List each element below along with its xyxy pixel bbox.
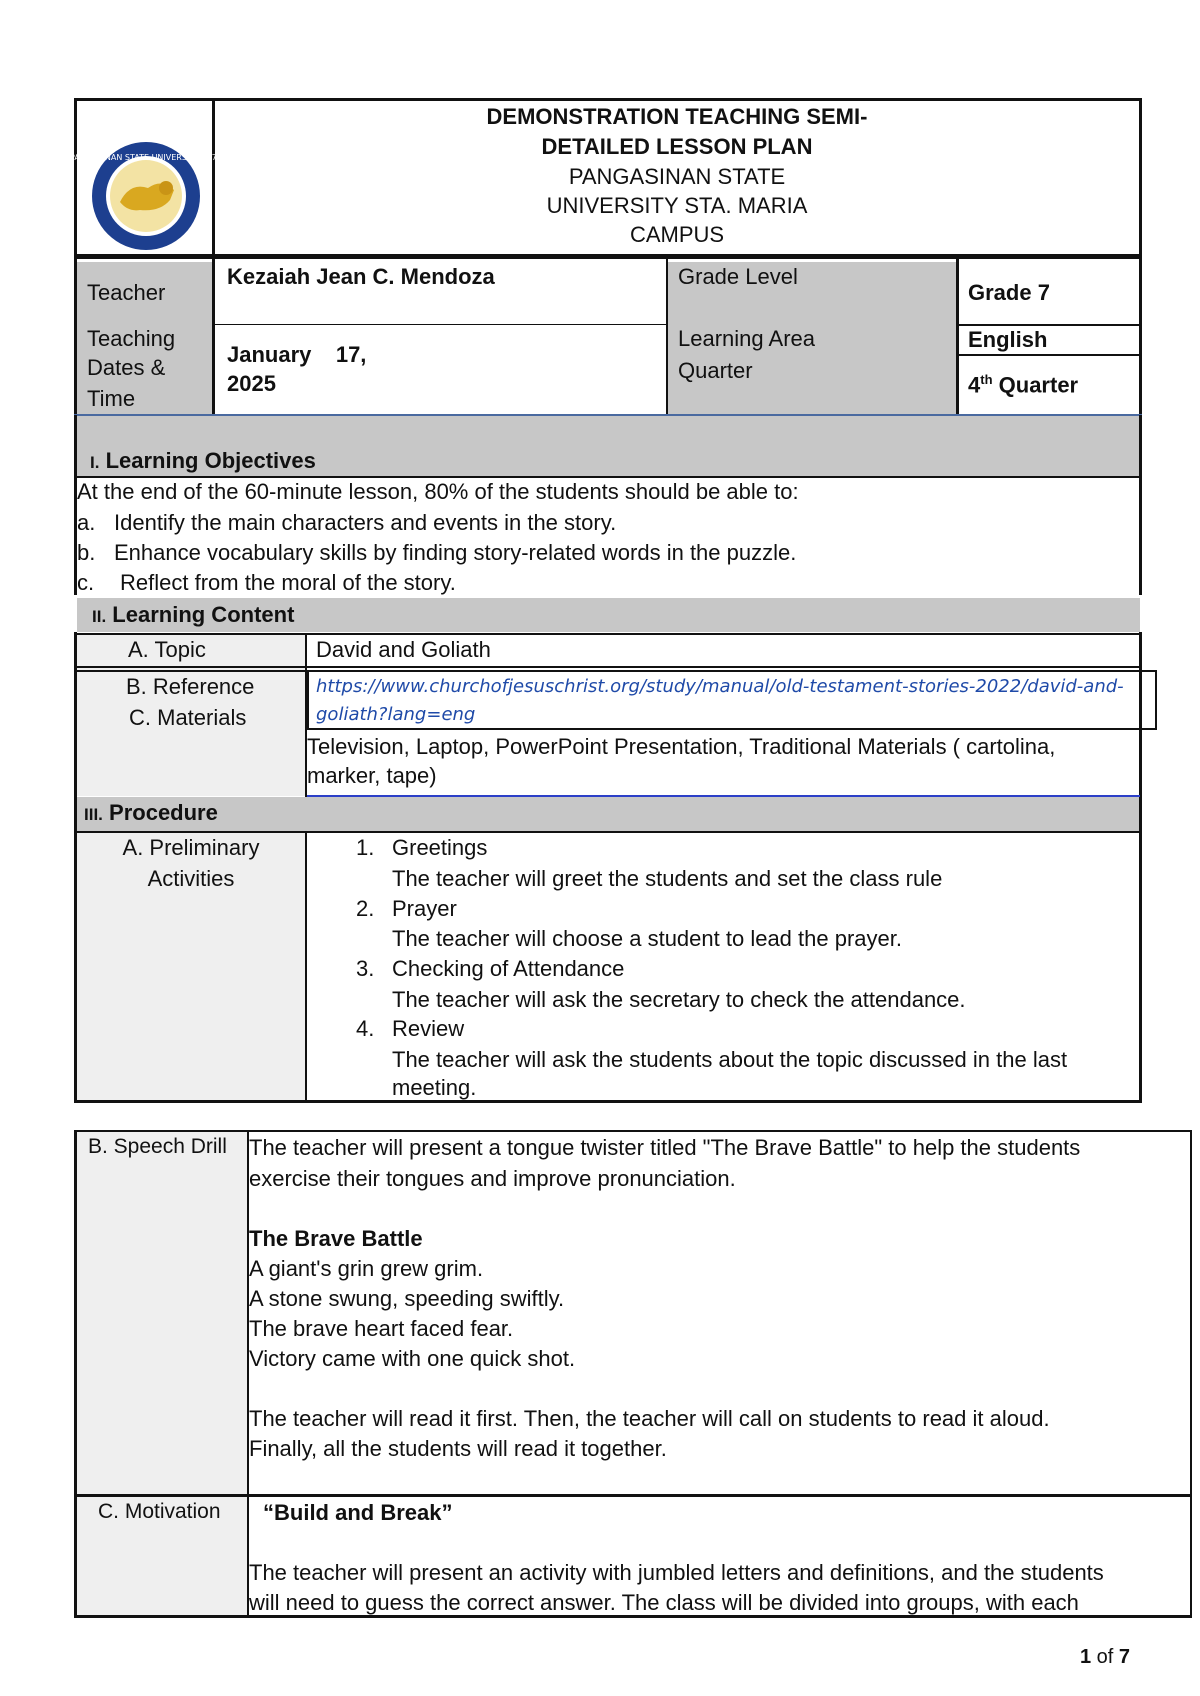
reference-label: B. Reference: [126, 674, 255, 699]
school-line-3: CAMPUS: [629, 222, 725, 247]
procedure-heading: III. Procedure: [84, 800, 218, 825]
prelim-label-1: A. Preliminary: [122, 835, 260, 860]
area-value: English: [968, 327, 1048, 352]
dates-label-2: Dates &: [87, 355, 166, 380]
objective-b: Enhance vocabulary skills by finding story-related words in the puzzle.: [114, 540, 797, 565]
grade-label: Grade Level: [678, 264, 798, 289]
content-heading: II. Learning Content: [92, 602, 295, 627]
step-2-num: 2.: [356, 896, 375, 921]
area-label: Learning Area: [678, 326, 815, 351]
prelim-label-2: Activities: [147, 866, 235, 891]
step-4-title: Review: [392, 1016, 465, 1041]
title-line-2: DETAILED LESSON PLAN: [541, 134, 813, 159]
teacher-label: Teacher: [87, 280, 166, 305]
dates-value-2: 2025: [227, 371, 276, 396]
speech-drill-label: B. Speech Drill: [88, 1135, 227, 1158]
poem-line-2: A stone swung, speeding swiftly.: [249, 1286, 565, 1311]
poem-line-1: A giant's grin grew grim.: [249, 1256, 484, 1281]
reference-link-line-1[interactable]: https://www.churchofjesuschrist.org/study/manual/old-testament-stories-2022/david-and-: [316, 676, 1124, 697]
procedure-heading-bar: [77, 797, 1140, 831]
speech-intro-2: exercise their tongues and improve pronunciation.: [249, 1166, 736, 1191]
step-3-desc: The teacher will ask the secretary to check the attendance.: [392, 987, 966, 1012]
school-line-2: UNIVERSITY STA. MARIA: [546, 193, 808, 218]
objective-b-letter: b.: [77, 540, 96, 565]
university-seal-icon: [70, 140, 222, 252]
step-1-title: Greetings: [392, 835, 488, 860]
dates-value-1: January 17,: [227, 342, 367, 367]
objectives-intro: At the end of the 60-minute lesson, 80% of the students should be able to:: [77, 479, 799, 504]
topic-label: A. Topic: [128, 637, 206, 662]
dates-label-1: Teaching: [87, 326, 176, 351]
motivation-line-1: The teacher will present an activity with jumbled letters and definitions, and the students: [249, 1560, 1104, 1585]
speech-intro-1: The teacher will present a tongue twister titled "The Brave Battle" to help the students: [249, 1135, 1081, 1160]
speech-label-column: [77, 1132, 248, 1617]
step-2-title: Prayer: [392, 896, 457, 921]
objective-a: Identify the main characters and events in the story.: [114, 510, 617, 535]
materials-line-1: Television, Laptop, PowerPoint Presentation, Traditional Materials ( cartolina,: [307, 734, 1056, 759]
topic-value: David and Goliath: [316, 637, 491, 662]
motivation-line-2: will need to guess the correct answer. The class will be divided into groups, with each: [249, 1590, 1079, 1615]
step-4-desc-cont: meeting.: [392, 1075, 477, 1100]
speech-outro-1: The teacher will read it first. Then, the teacher will call on students to read it aloud.: [249, 1406, 1050, 1431]
objectives-heading: I. Learning Objectives: [90, 448, 316, 473]
quarter-value: 4th Quarter: [968, 372, 1079, 398]
objective-c-letter: c.: [77, 570, 95, 595]
dates-label-3: Time: [87, 386, 136, 411]
speech-outro-2: Finally, all the students will read it together.: [249, 1436, 667, 1461]
quarter-label: Quarter: [678, 358, 753, 383]
step-3-num: 3.: [356, 956, 375, 981]
step-2-desc: The teacher will choose a student to lead the prayer.: [392, 926, 902, 951]
teacher-value: Kezaiah Jean C. Mendoza: [227, 264, 495, 289]
poem-title: The Brave Battle: [249, 1226, 423, 1251]
step-4-num: 4.: [356, 1016, 375, 1041]
step-1-desc: The teacher will greet the students and set the class rule: [392, 866, 943, 891]
objective-a-letter: a.: [77, 510, 96, 535]
motivation-title: “Build and Break”: [263, 1500, 453, 1525]
grade-value: Grade 7: [968, 280, 1050, 305]
seal-text: PANGASINAN STATE UNIVERSITY 1979: [70, 153, 222, 162]
poem-line-3: The brave heart faced fear.: [249, 1316, 514, 1341]
poem-line-4: Victory came with one quick shot.: [249, 1346, 576, 1371]
motivation-label: C. Motivation: [98, 1500, 221, 1523]
materials-label: C. Materials: [129, 705, 247, 730]
step-1-num: 1.: [356, 835, 375, 860]
title-line-1: DEMONSTRATION TEACHING SEMI-: [486, 104, 868, 129]
reference-link-line-2[interactable]: goliath?lang=eng: [316, 704, 476, 725]
school-line-1: PANGASINAN STATE: [568, 164, 786, 189]
step-3-title: Checking of Attendance: [392, 956, 625, 981]
materials-line-2: marker, tape): [307, 763, 437, 788]
page-number: 1 of 7: [1080, 1646, 1131, 1668]
step-4-desc: The teacher will ask the students about the topic discussed in the last: [392, 1047, 1068, 1072]
objective-c: Reflect from the moral of the story.: [120, 570, 456, 595]
